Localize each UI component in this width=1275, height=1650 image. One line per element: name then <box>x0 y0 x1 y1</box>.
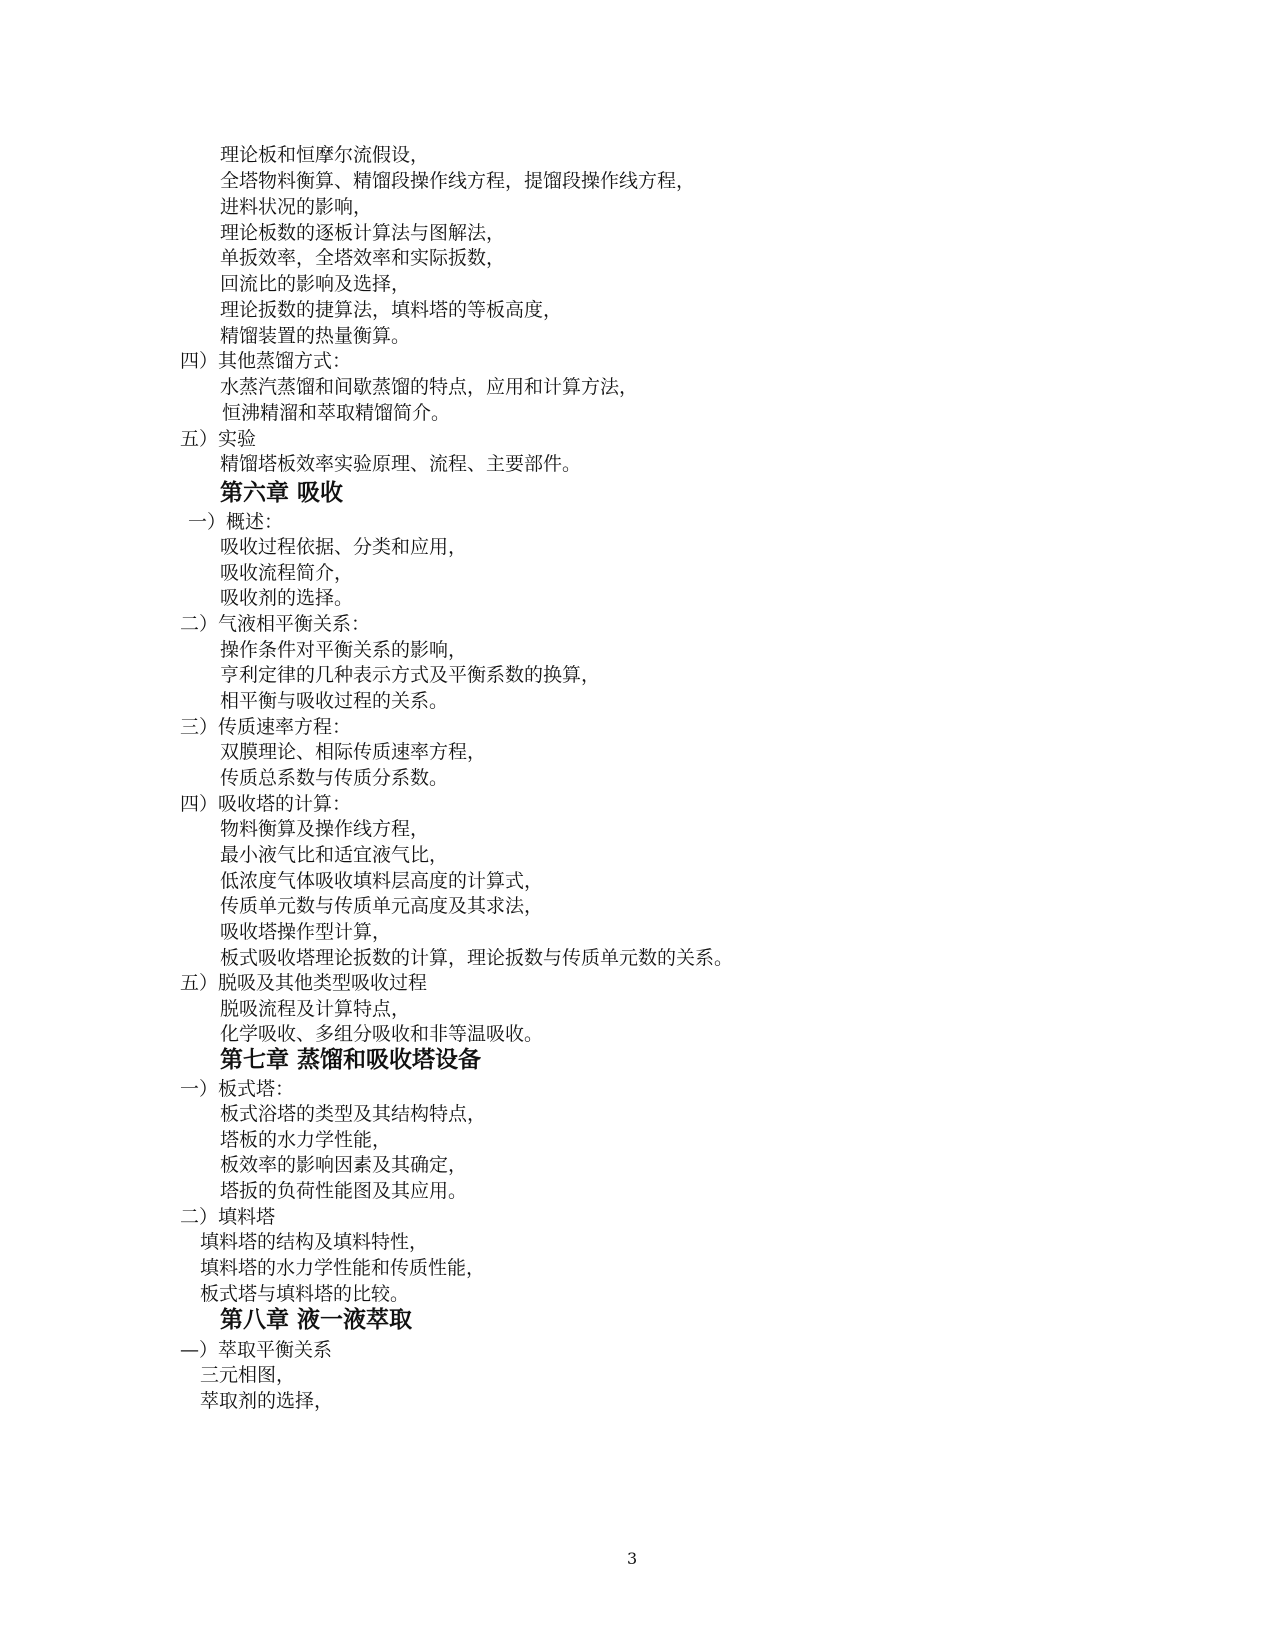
text-line: 最小液气比和适宜液气比， <box>220 844 449 866</box>
text-line: 回流比的影响及选择， <box>220 273 411 295</box>
text-line: 单扳效率，全塔效率和实际扳数， <box>220 247 506 269</box>
text-line: 化学吸收、多组分吸收和非等温吸收。 <box>220 1023 544 1045</box>
section-heading: 四）其他蒸馏方式： <box>180 350 352 372</box>
chapter-title: 第八章 液一液萃取 <box>220 1306 413 1333</box>
section-heading: 一）板式塔： <box>180 1078 295 1100</box>
text-line: 操作条件对平衡关系的影响， <box>220 639 468 661</box>
text-line: 塔板的水力学性能， <box>220 1129 392 1151</box>
section-heading: 二）填料塔 <box>180 1206 276 1228</box>
text-line: 低浓度气体吸收填料层高度的计算式， <box>220 870 544 892</box>
text-line: 双膜理论、相际传质速率方程， <box>220 741 487 763</box>
text-line: 精馏塔板效率实验原理、流程、主要部件。 <box>220 453 582 475</box>
section-heading: 五）实验 <box>180 428 257 450</box>
text-line: 物料衡算及操作线方程， <box>220 818 430 840</box>
chapter-title: 第七章 蒸馏和吸收塔设备 <box>220 1046 482 1073</box>
section-heading: 三）传质速率方程： <box>180 716 352 738</box>
text-line: 理论扳数的捷算法，填料塔的等板高度， <box>220 299 563 321</box>
section-heading: —）萃取平衡关系 <box>180 1339 333 1361</box>
text-line: 相平衡与吸收过程的关系。 <box>220 690 449 712</box>
section-heading: 四）吸收塔的计算： <box>180 793 352 815</box>
text-line: 传质总系数与传质分系数。 <box>220 767 449 789</box>
text-line: 板式吸收塔理论扳数的计算，理论扳数与传质单元数的关系。 <box>220 947 734 969</box>
text-line: 吸收塔操作型计算， <box>220 921 392 943</box>
text-line: 脱吸流程及计算特点， <box>220 998 411 1020</box>
text-line: 塔扳的负荷性能图及其应用。 <box>220 1180 468 1202</box>
section-heading: 二）气液相平衡关系： <box>180 613 371 635</box>
text-line: 板式浴塔的类型及其结构特点， <box>220 1103 487 1125</box>
text-line: 精馏装置的热量衡算。 <box>220 325 411 347</box>
text-line: 板式塔与填料塔的比较。 <box>200 1283 410 1305</box>
text-line: 萃取剂的选择， <box>200 1390 334 1412</box>
text-line: 吸收流程简介， <box>220 562 354 584</box>
text-line: 吸收过程依据、分类和应用， <box>220 536 468 558</box>
text-line: 传质单元数与传质单元高度及其求法， <box>220 895 544 917</box>
chapter-title: 第六章 吸收 <box>220 479 344 506</box>
text-line: 理论板和恒摩尔流假设， <box>220 144 430 166</box>
text-line: 三元相图， <box>200 1364 296 1386</box>
text-line: 理论板数的逐板计算法与图解法， <box>220 222 506 244</box>
page-number: 3 <box>627 1549 638 1568</box>
text-line: 吸收剂的选择。 <box>220 587 354 609</box>
text-line: 填料塔的结构及填料特性， <box>200 1231 429 1253</box>
section-heading: 五）脱吸及其他类型吸收过程 <box>180 972 428 994</box>
text-line: 亨利定律的几种表示方式及平衡系数的换算， <box>220 664 601 686</box>
text-line: 水蒸汽蒸馏和间歇蒸馏的特点，应用和计算方法， <box>220 376 639 398</box>
text-line: 全塔物料衡算、精馏段操作线方程，提馏段操作线方程， <box>220 170 696 192</box>
text-line: 板效率的影响因素及其确定， <box>220 1154 468 1176</box>
text-line: 进料状况的影响， <box>220 196 373 218</box>
section-heading: 一）概述： <box>188 511 284 533</box>
text-line: 填料塔的水力学性能和传质性能， <box>200 1257 486 1279</box>
text-line: 恒沸精溜和萃取精馏简介。 <box>222 402 451 424</box>
